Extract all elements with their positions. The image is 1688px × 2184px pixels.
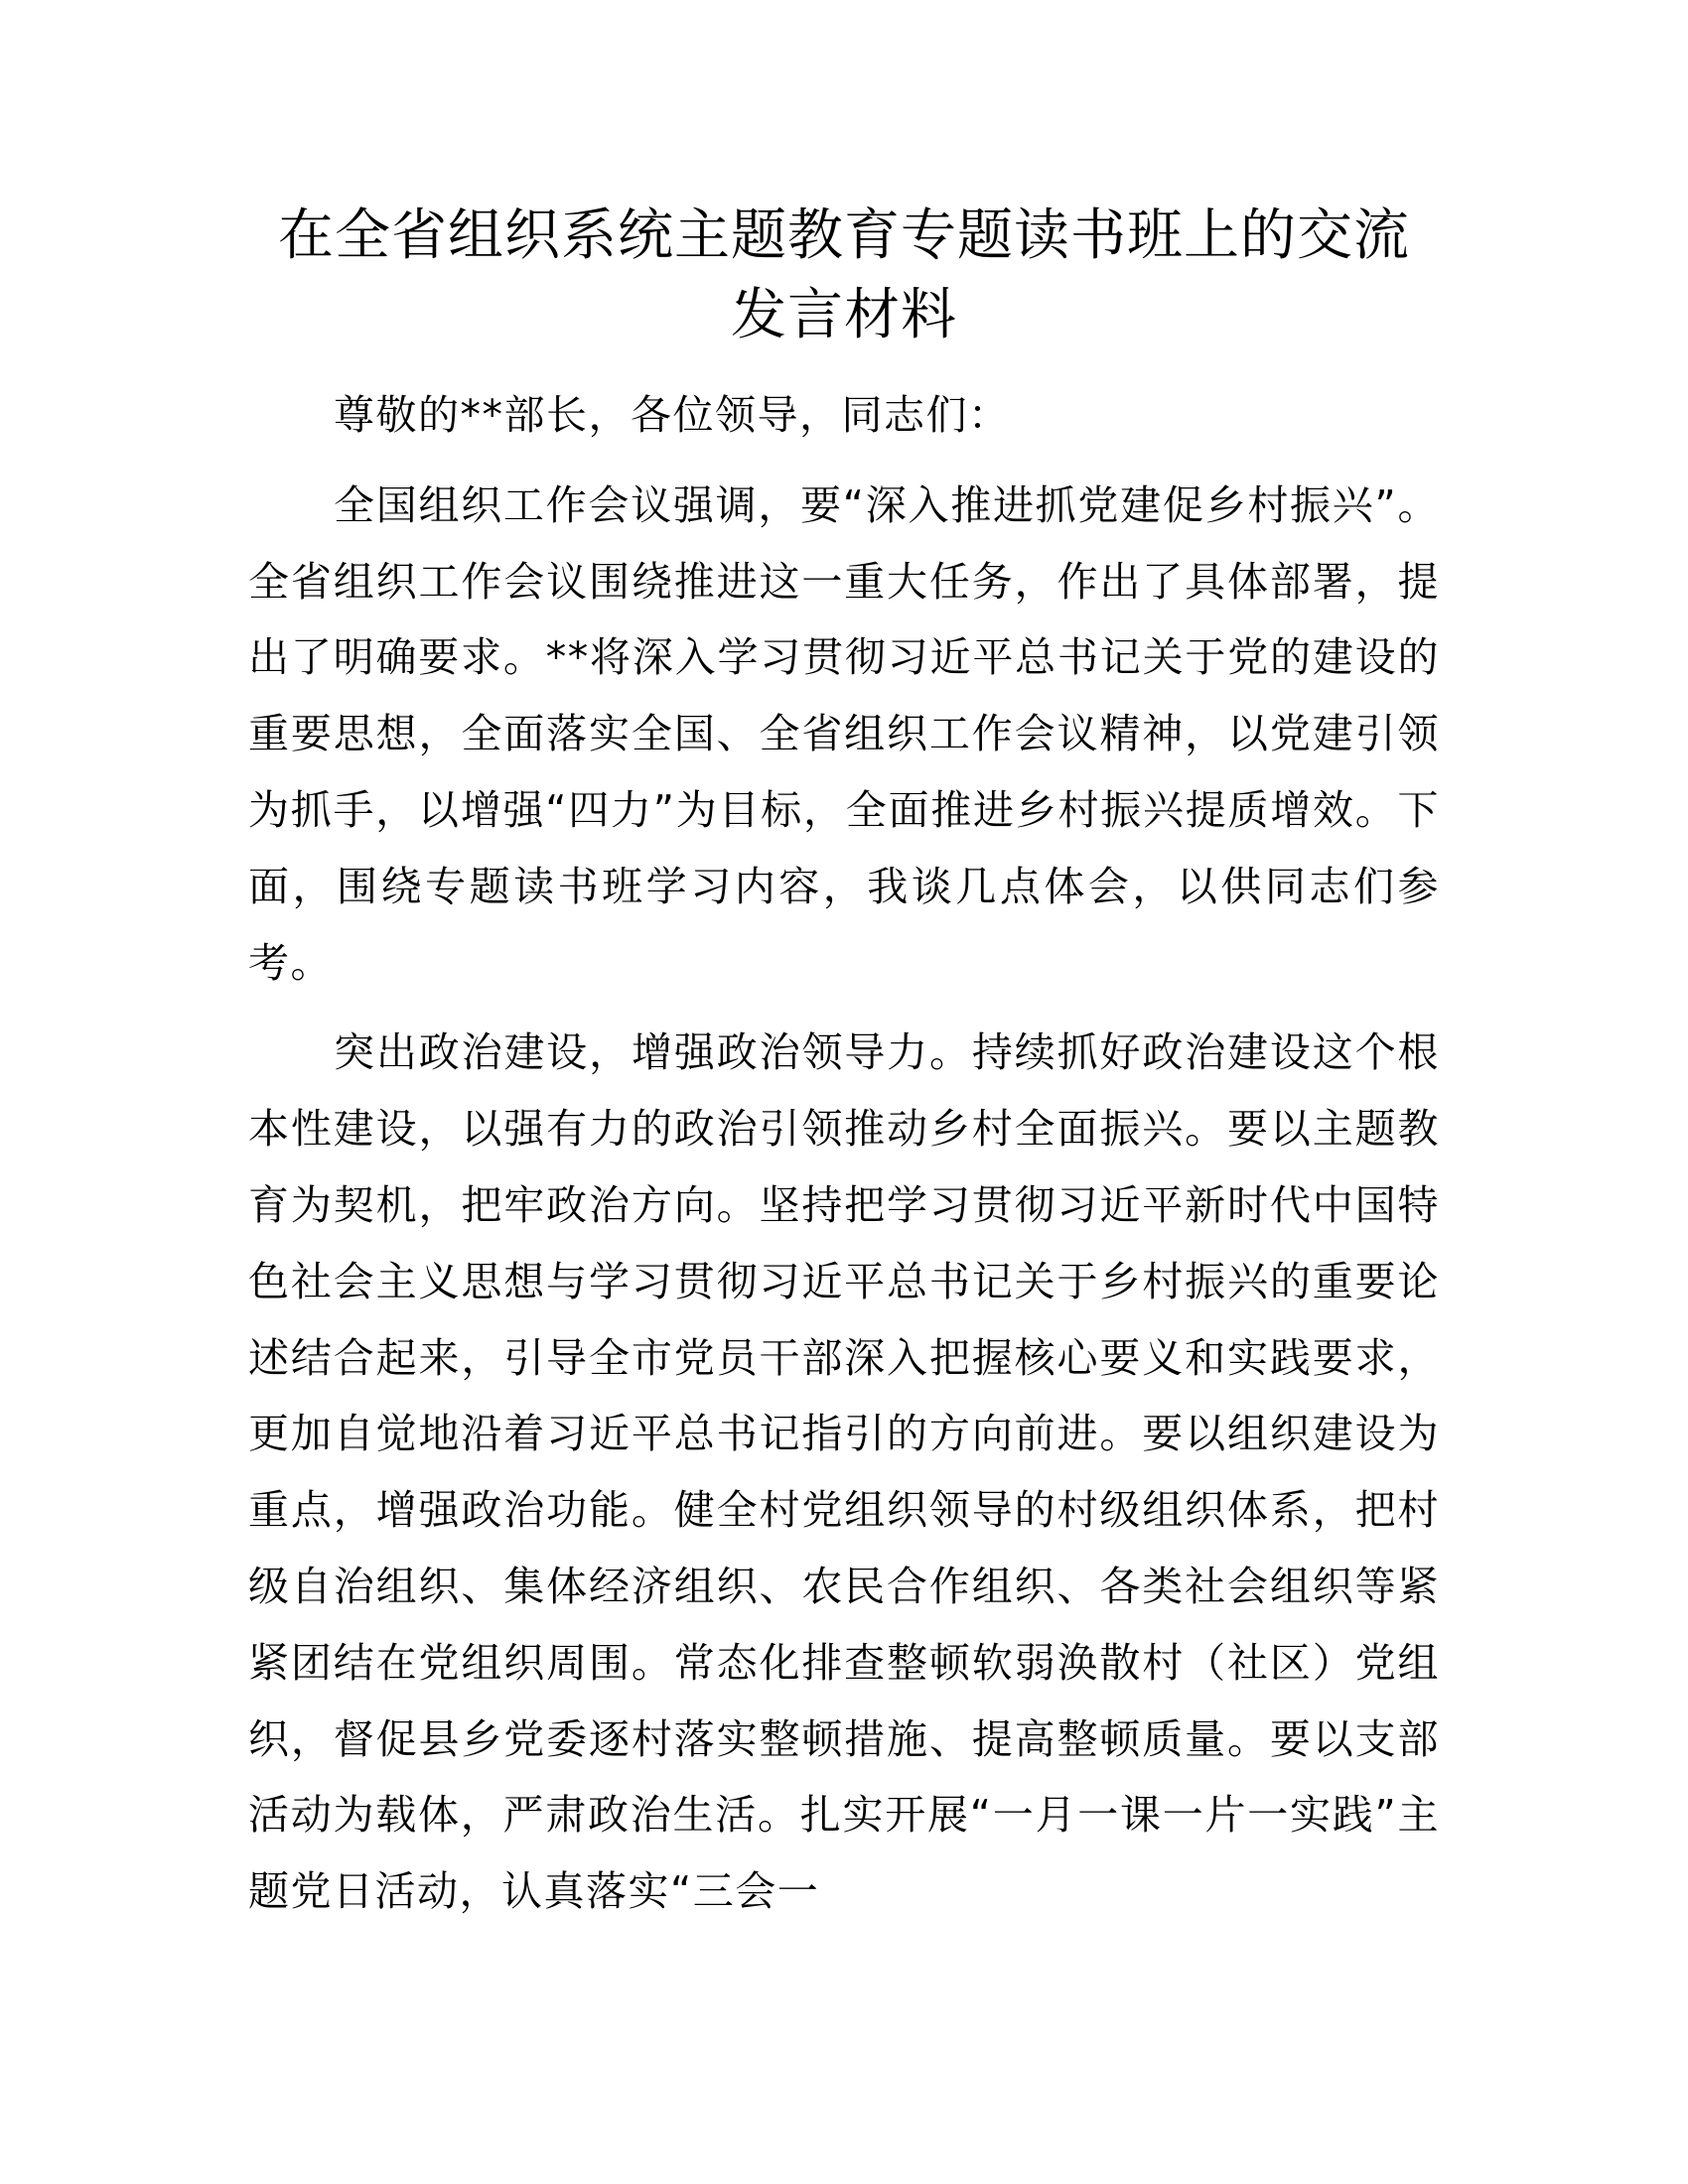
document-body	[248, 377, 1440, 1930]
document-title	[248, 197, 1440, 355]
paragraph-intro: 全国组织工作会议强调，要“深入推进抓党建促乡村振兴”。全省组织工作会议围绕推进这一重大任务，作出了具体部署，提出了明确要求。**将深入学习贯彻习近平总书记关于党的建设的重要思想，全面落实全国、全省组织工作会议精神，以党建引领为抓手，以增强“四力”为目标，全面推进乡村振兴提质增效。下面，围绕专题读书班学习内容，我谈几点体会，以供同志们参考。	[248, 480, 1440, 987]
salutation: 尊敬的**部长，各位领导，同志们：	[334, 391, 1011, 439]
title-line-1: 在全省组织系统主题教育专题读书班上的交流	[278, 204, 1410, 268]
paragraph-political-construction: 突出政治建设，增强政治领导力。持续抓好政治建设这个根本性建设，以强有力的政治引领推动乡村全面振兴。要以主题教育为契机，把牢政治方向。坚持把学习贯彻习近平新时代中国特色社会主义思想与学习贯彻习近平总书记关于乡村振兴的重要论述结合起来，引导全市党员干部深入把握核心要义和实践要求，更加自觉地沿着习近平总书记指引的方向前进。要以组织建设为重点，增强政治功能。健全村党组织领导的村级组织体系，把村级自治组织、集体经济组织、农民合作组织、各类社会组织等紧紧团结在党组织周围。常态化排查整顿软弱涣散村（社区）党组织，督促县乡党委逐村落实整顿措施、提高整顿质量。要以支部活动为载体，严肃政治生活。扎实开展“一月一课一片一实践”主题党日活动，认真落实“三会一	[248, 1028, 1440, 1916]
title-line-2: 发言材料	[731, 283, 957, 347]
